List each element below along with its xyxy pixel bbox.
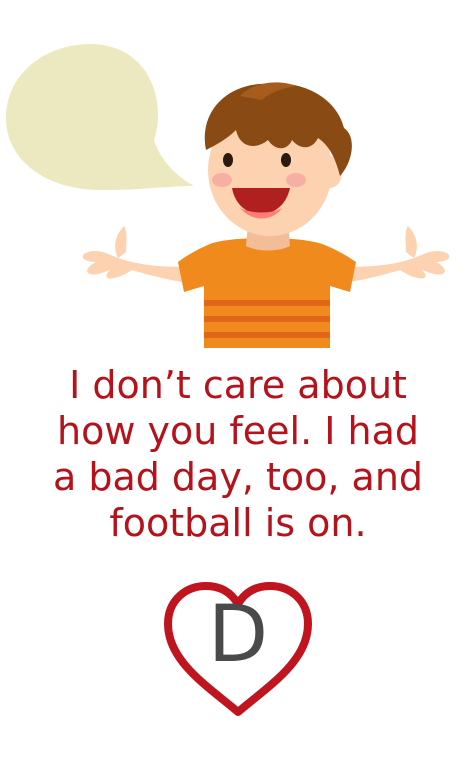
caption-line: I don’t care about xyxy=(69,363,407,407)
caption-text xyxy=(14,362,462,546)
speech-bubble-icon xyxy=(6,44,194,190)
heart-logo-icon xyxy=(160,580,316,720)
boy-head xyxy=(205,82,352,236)
caption-line: football is on. xyxy=(109,501,367,545)
boy-illustration xyxy=(0,0,476,350)
caption-line: a bad day, too, and xyxy=(52,455,424,499)
boy-shirt xyxy=(178,238,356,348)
logo-letter: D xyxy=(207,590,269,680)
caption-line: how you feel. I had xyxy=(56,409,420,453)
